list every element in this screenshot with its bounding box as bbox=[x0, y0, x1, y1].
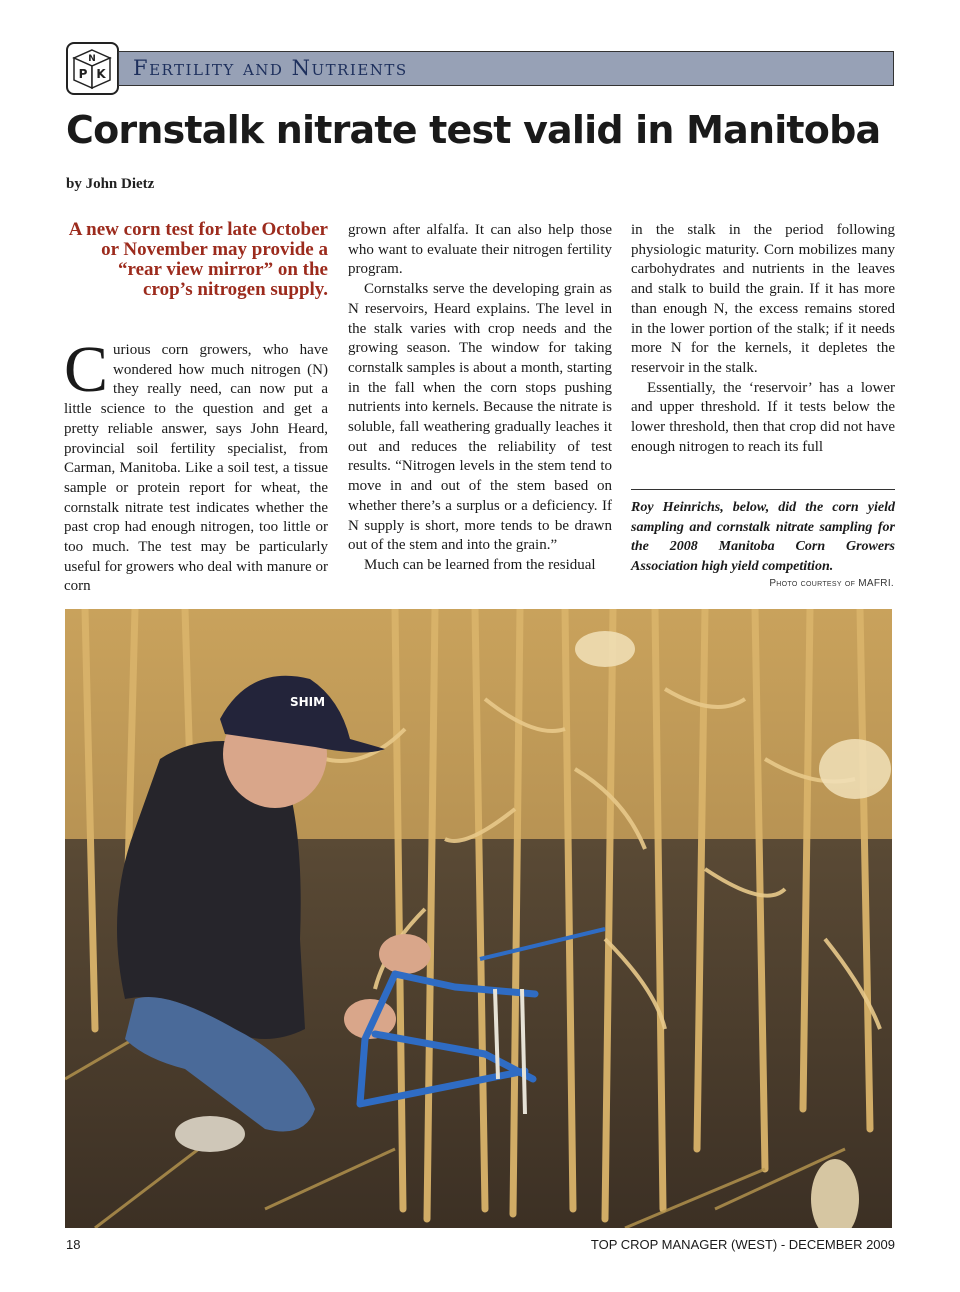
drop-cap: C bbox=[64, 333, 109, 406]
caption-divider bbox=[631, 489, 895, 490]
section-banner bbox=[66, 42, 896, 97]
page-number: 18 bbox=[66, 1237, 81, 1252]
article-paragraph-text: urious corn growers, who have wondered how much nitrogen (N) they really need, can now put a little science to the question and get a pretty reliable answer, says John Heard, provincial soil fertility specialist, from Carman, Manitoba. Like a soil test, a tissue sample or protein report for wheat, the cornstalk nitrate test indicates whether the past crop had enough nitrogen, too little or too much. The test may be particularly useful for growers who deal with manure or corn bbox=[64, 342, 328, 595]
section-title-bar bbox=[118, 51, 894, 86]
article-byline: by John Dietz bbox=[66, 176, 155, 192]
npk-cube-icon bbox=[68, 44, 117, 93]
article-headline: Cornstalk nitrate test valid in Manitoba bbox=[66, 108, 881, 152]
logo-letter-p: P bbox=[78, 67, 88, 81]
article-column-1 bbox=[64, 333, 328, 597]
logo-letter-n: N bbox=[88, 54, 96, 64]
photo-credit: Photo courtesy of MAFRI. bbox=[769, 578, 894, 589]
article-paragraph: Much can be learned from the residual bbox=[364, 556, 596, 573]
article-paragraph: grown after alfalfa. It can also help those who want to evaluate their nitrogen fertility program. bbox=[348, 222, 612, 278]
article-deck: A new corn test for late October or November may provide a “rear view mirror” on the crop’s nitrogen supply. bbox=[68, 219, 328, 300]
article-paragraph: in the stalk in the period following physiologic maturity. Corn mobilizes many carbohydrates and nutrients in the leaves and stalk to build the grain. If it has more than enough N, the excess remains stored in the lower portion of the stalk; if it needs more N for the kernels, it depletes the reservoir in the stalk. bbox=[631, 222, 895, 376]
npk-cube-logo bbox=[66, 42, 119, 95]
cornfield-photo bbox=[65, 609, 892, 1228]
footer-publication: TOP CROP MANAGER (WEST) - DECEMBER 2009 bbox=[590, 1237, 895, 1252]
cornfield-illustration bbox=[65, 609, 892, 1228]
article-column-2 bbox=[348, 221, 612, 576]
section-title: Fertility and Nutrients bbox=[133, 56, 408, 80]
logo-letter-k: K bbox=[96, 67, 106, 81]
cap-logo-text: SHIM bbox=[290, 695, 326, 709]
photo-caption: Roy Heinrichs, below, did the corn yield sampling and cornstalk nitrate sampling for the 2008 Manitoba Corn Growers Association high yield competition. bbox=[631, 500, 895, 574]
article-paragraph: Cornstalks serve the developing grain as N reservoirs, Heard explains. The level in the stalk varies with crop needs and the growing season. The window for taking cornstalk samples is about a month, starting in the fall when the corn stops pushing nutrients into kernels. Because the nitrate is soluble, fall weathering gradually leaches it out and reduces the reliability of test results. “Nitrogen levels in the stem tend to move in and out of the stem based on whether there’s a surplus or a deficiency. If N supply is short, more tends to be drawn out of the stem and into the grain.” bbox=[348, 281, 612, 554]
article-column-3 bbox=[631, 221, 895, 457]
article-paragraph: Essentially, the ‘reservoir’ has a lower and upper threshold. If it tests below the lower threshold, then that crop did not have enough nitrogen to reach its full bbox=[631, 379, 895, 455]
article-paragraph bbox=[64, 333, 328, 597]
